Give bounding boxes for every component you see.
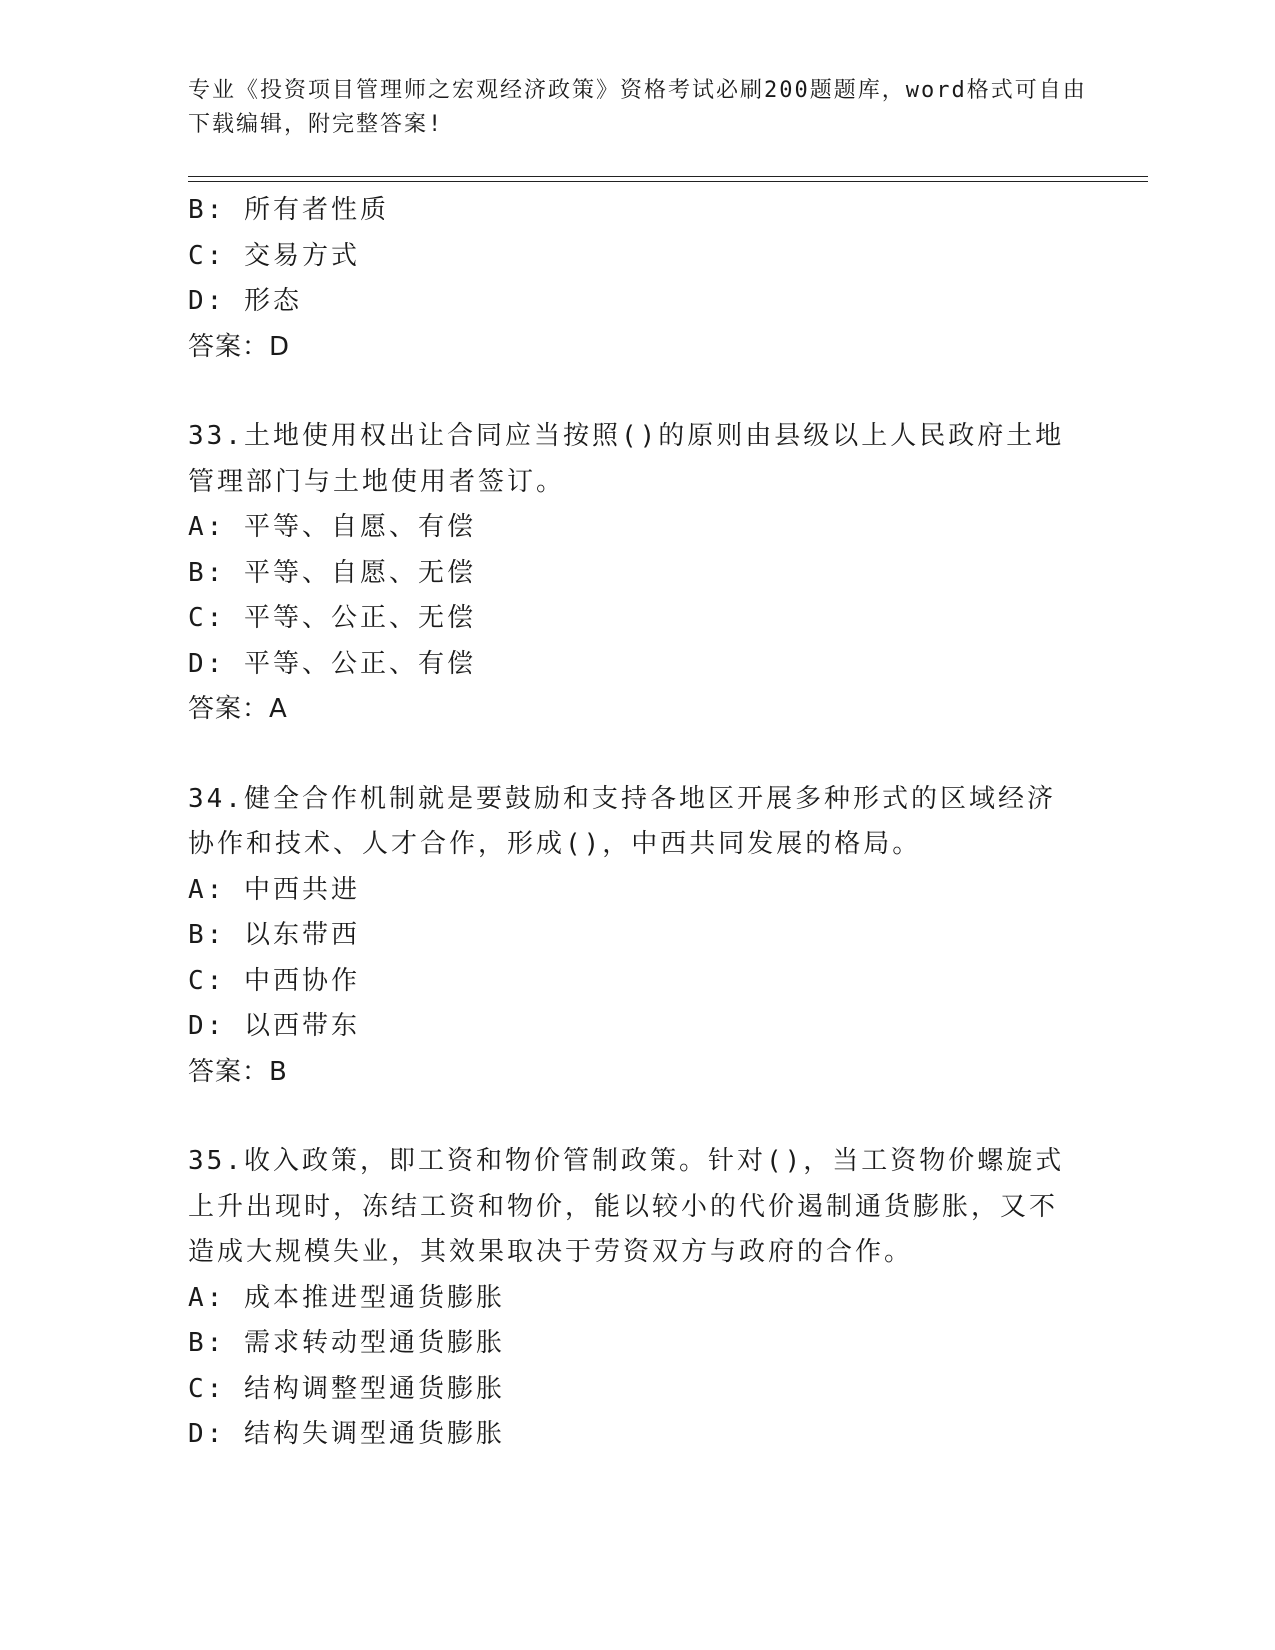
- option-b: B: 平等、自愿、无偿: [188, 557, 476, 588]
- option-a: A: 中西共进: [188, 874, 360, 905]
- spacer: [188, 1095, 1088, 1139]
- header-rule-top: [188, 176, 1148, 177]
- question-stem: 34.健全合作机制就是要鼓励和支持各地区开展多种形式的区域经济协作和技术、人才合作，形成()，中西共同发展的格局。: [188, 783, 1056, 859]
- spacer: [188, 370, 1088, 414]
- option-d: D: 结构失调型通货膨胀: [188, 1419, 505, 1449]
- question-35: [188, 1139, 1088, 1458]
- spacer: [188, 733, 1088, 777]
- option-b: B: 以东带西: [188, 920, 360, 950]
- option-a: A: 平等、自愿、有偿: [188, 512, 476, 542]
- option-d: D: 以西带东: [188, 1011, 360, 1041]
- option-c: C: 交易方式: [188, 240, 360, 271]
- option-c: C: 结构调整型通货膨胀: [188, 1373, 505, 1404]
- document-header: 专业《投资项目管理师之宏观经济政策》资格考试必刷200题题库，word格式可自由下载编辑，附完整答案!: [188, 78, 1087, 137]
- document-body: [188, 188, 1088, 1458]
- option-b: B: 需求转动型通货膨胀: [188, 1328, 505, 1358]
- answer: 答案：A: [188, 694, 288, 724]
- question-stem: 35.收入政策，即工资和物价管制政策。针对()，当工资物价螺旋式上升出现时，冻结工资和物价，能以较小的代价遏制通货膨胀，又不造成大规模失业，其效果取决于劳资双方与政府的合作。: [188, 1146, 1065, 1267]
- option-d: D: 形态: [188, 286, 302, 316]
- option-d: D: 平等、公正、有偿: [188, 648, 476, 679]
- option-b: B: 所有者性质: [188, 195, 389, 225]
- question-32-continued: [188, 188, 1088, 370]
- header-rule-bottom: [188, 181, 1148, 182]
- option-a: A: 成本推进型通货膨胀: [188, 1282, 505, 1313]
- question-33: [188, 414, 1088, 733]
- answer: 答案：D: [188, 331, 291, 362]
- option-c: C: 平等、公正、无偿: [188, 603, 476, 633]
- answer: 答案：B: [188, 1056, 288, 1087]
- question-stem: 33.土地使用权出让合同应当按照()的原则由县级以上人民政府土地管理部门与土地使用者签订。: [188, 421, 1065, 497]
- option-c: C: 中西协作: [188, 965, 360, 996]
- question-34: [188, 777, 1088, 1096]
